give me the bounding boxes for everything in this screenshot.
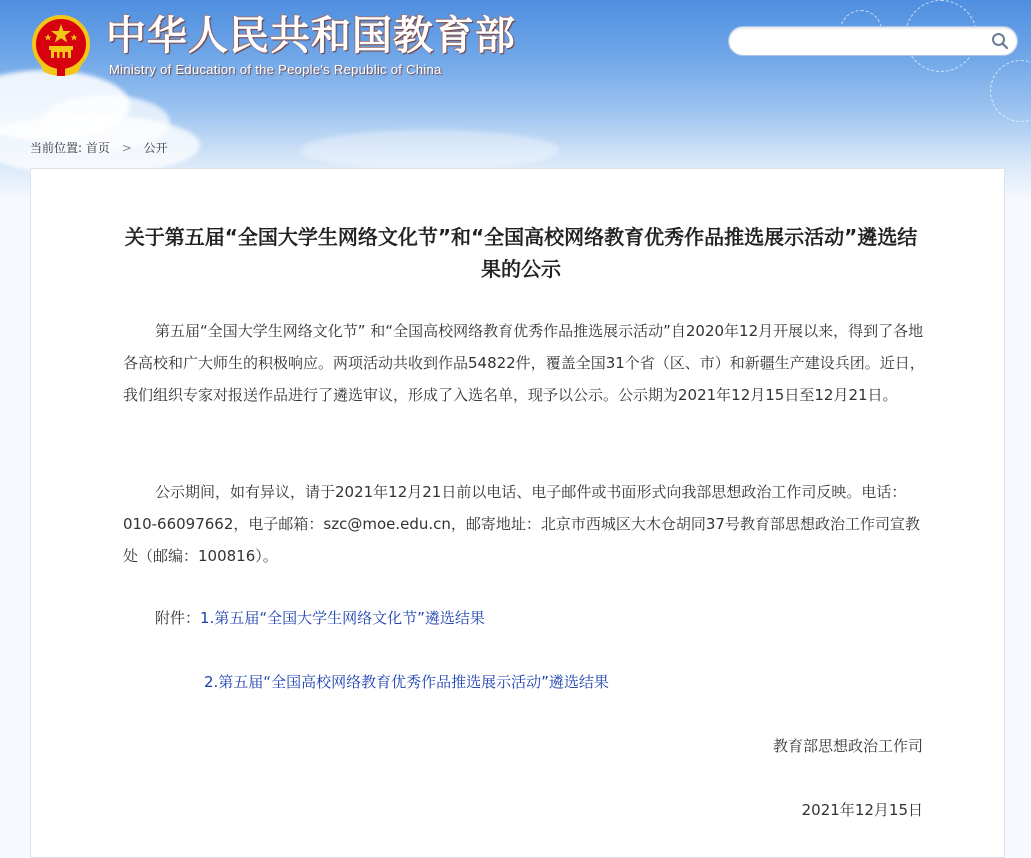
breadcrumb-public-link[interactable]: 公开 [143,141,168,155]
national-emblem-icon[interactable] [30,14,92,78]
cloud-decoration [300,130,560,170]
attachment-row [204,666,609,698]
site-subtitle: Ministry of Education of the People's Republic of China [109,62,442,77]
site-title[interactable]: 中华人民共和国教育部 [106,13,516,59]
search-button[interactable] [989,31,1011,51]
attachment-row [155,602,485,634]
attachment-link-2[interactable]: 2.第五届“全国高校网络教育优秀作品推选展示活动”遴选结果 [204,673,609,691]
search-input[interactable] [741,31,985,53]
article-panel [30,168,1005,858]
breadcrumb-label: 当前位置: [30,141,83,155]
article-title: 关于第五届“全国大学生网络文化节”和“全国高校网络教育优秀作品推选展示活动”遴选结果的公示 [124,225,918,281]
breadcrumb-home-link[interactable]: 首页 [85,141,110,155]
search-icon [990,31,1010,51]
search-box [728,26,1018,56]
dandelion-decoration [990,60,1031,122]
breadcrumb-separator: > [121,141,132,155]
attachments-label: 附件： [155,609,201,627]
breadcrumb [30,139,168,156]
attachment-link-1[interactable]: 1.第五届“全国大学生网络文化节”遴选结果 [200,609,485,627]
article-paragraph: 第五届“全国大学生网络文化节” 和“全国高校网络教育优秀作品推选展示活动”自2020年12月开展以来，得到了各地各高校和广大师生的积极响应。两项活动共收到作品54822件，覆盖全国31个省（区、市）和新疆生产建设兵团。近日，我们组织专家对报送作品进行了遴选审议，形成了入选名单，现予以公示。公示期为2021年12月15日至12月21日。 [123,322,925,404]
signature-date: 2021年12月15日 [801,801,923,819]
article-paragraph: 公示期间，如有异议，请于2021年12月21日前以电话、电子邮件或书面形式向我部思想政治工作司反映。电话：010-66097662，电子邮箱：szc@moe.edu.cn，邮寄地址：北京市西城区大木仓胡同37号教育部思想政治工作司宣教处（邮编：100816）。 [123,483,920,565]
signature-org: 教育部思想政治工作司 [772,737,923,755]
